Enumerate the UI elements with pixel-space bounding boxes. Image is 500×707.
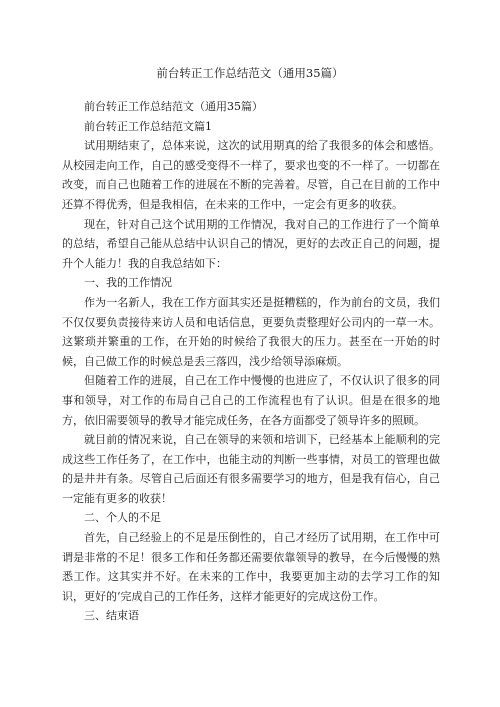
paragraph: 试用期结束了，总体来说，这次的试用期真的给了我很多的体会和感悟。从校园走向工作，自己的感受变得不一样了，要求也变的不一样了。一切都在改变，而自己也随着工作的进展在不断的完善着。尽管，自己在目前的工作中还算不得优秀，但是我相信，在未来的工作中，一定会有更多的收获。 [62, 139, 440, 211]
paragraph: 但随着工作的进展，自己在工作中慢慢的也进应了，不仅认识了很多的同事和领导，对工作的布局自己自己的工作流程也有了认识。但是在很多的地方，依旧需要领导的教导才能完成任务，在各方面都受了领导许多的照顾。 [62, 374, 440, 427]
heading-shortcomings: 二、个人的不足 [84, 511, 161, 525]
paragraph: 首先，自己经验上的不足是压倒性的，自己才经历了试用期，在工作中可谓是非常的不足！很多工作和任务都还需要依靠领导的教导，在今后慢慢的熟悉工作。这其实并不好。在未来的工作中，我要更加主动的去学习工作的知识，更好的‘完成自己的工作任务，这样才能更好的完成这份工作。 [62, 531, 440, 603]
section-title: 前台转正工作总结范文篇1 [84, 119, 212, 133]
document-title: 前台转正工作总结范文（通用35篇） [156, 66, 344, 80]
document-subtitle: 前台转正工作总结范文（通用35篇） [84, 100, 263, 113]
document-body [62, 97, 440, 626]
heading-work-status: 一、我的工作情况 [84, 276, 172, 290]
paragraph: 就目前的情况来说，自己在领导的来领和培训下，已经基本上能顺利的完成这些工作任务了，在工作中，也能主动的判断一些事情，对员工的管理也做的是井井有条。尽管自己后面还有很多需要学习的地方，但是我有信心，自己一定能有更多的收获！ [62, 433, 440, 505]
paragraph: 现在，针对自己这个试用期的工作情况，我对自己的工作进行了一个简单的总结，希望自己能从总结中认识自己的情况，更好的去改正自己的问题，提升个人能力！我的自我总结如下： [62, 217, 440, 270]
paragraph: 作为一名新人，我在工作方面其实还是挺糟糕的，作为前台的文员，我们不仅仅要负责接待来访人员和电话信息，更要负责整理好公司内的一草一木。这繁琐并繁重的工作，在开始的时候给了我很大的压力。甚至在一开始的时候，自己做工作的时候总是丢三落四，浅少给领导添麻烦。 [62, 295, 440, 368]
heading-conclusion: 三、结束语 [84, 609, 139, 623]
